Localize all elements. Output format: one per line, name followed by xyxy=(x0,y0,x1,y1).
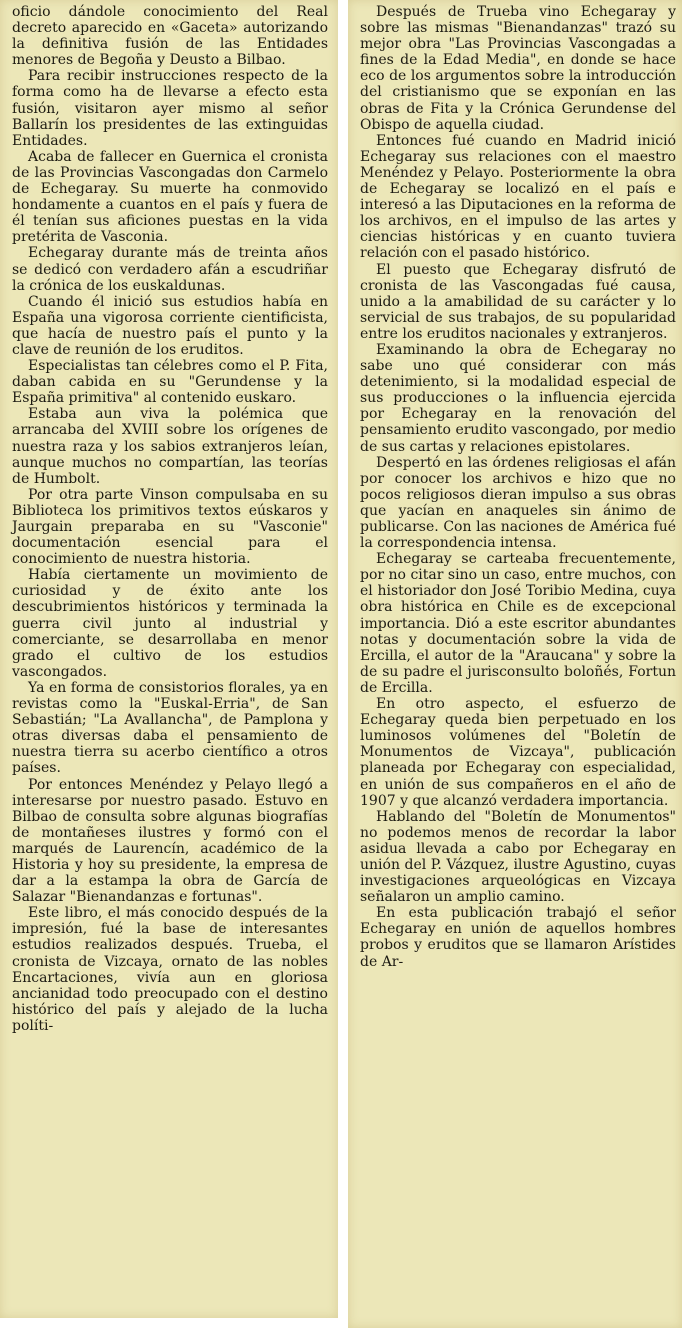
paragraph: Después de Trueba vino Echegaray y sobre las mismas "Bienandanzas" trazó su mejor obra "Las Provincias Vascongadas a fines de la Edad Media", en donde se hace eco de los argumentos sobre la introducción del cristianismo que se exponían en las obras de Fita y la Crónica Gerundense del Obispo de aquella ciudad. xyxy=(360,4,676,133)
paragraph: Para recibir instrucciones respecto de la forma como ha de llevarse a efecto esta fusión, visitaron ayer mismo al señor Ballarín los presidentes de las extinguidas Entidades. xyxy=(12,68,328,149)
paragraph: Echegaray se carteaba frecuentemente, por no citar sino un caso, entre muchos, con el historiador don José Toribio Medina, cuya obra histórica en Chile es de excepcional importancia. Dió a este escritor abundantes notas y documentación sobre la vida de Ercilla, el autor de la "Araucana" y sobre la de su padre el jurisconsulto boloñés, Fortun de Ercilla. xyxy=(360,551,676,696)
paragraph: Por otra parte Vinson compulsaba en su Biblioteca los primitivos textos eúskaros y Jaurgain preparaba en su "Vasconie" documentación esencial para el conocimiento de nuestra historia. xyxy=(12,486,328,568)
paragraph: En otro aspecto, el esfuerzo de Echegaray queda bien perpetuado en los luminosos volúmenes del "Boletín de Monumentos de Vizcaya", publicación planeada por Echegaray con especialidad, en unión de sus compañeros en el año de 1907 y que alcanzó verdadera importancia. xyxy=(360,696,676,809)
paragraph: El puesto que Echegaray disfrutó de cronista de las Vascongadas fué causa, unido a la amabilidad de su carácter y lo servicial de sus trabajos, de su popularidad entre los eruditos nacionales y extranjeros. xyxy=(360,261,676,342)
paragraph: Especialistas tan célebres como el P. Fita, daban cabida en su "Gerundense y la España primitiva" al contenido euskaro. xyxy=(12,358,328,407)
paragraph: oficio dándole conocimiento del Real decreto aparecido en «Gaceta» autorizando la definitiva fusión de las Entidades menores de Begoña y Deusto a Bilbao. xyxy=(12,4,328,69)
paragraph: Acaba de fallecer en Guernica el cronista de las Provincias Vascongadas don Carmelo de Echegaray. Su muerte ha conmovido hondamente a cuantos en el país y fuera de él tenían sus aficiones puestas en la vida pretérita de Vasconia. xyxy=(12,148,328,246)
left-column xyxy=(12,4,328,1034)
paragraph: Por entonces Menéndez y Pelayo llegó a interesarse por nuestro pasado. Estuvo en Bilbao de consulta sobre algunas biografías de montañeses ilustres y formó con el marqués de Laurencín, académico de la Historia y hoy su presidente, la empresa de dar a la estampa la obra de García de Salazar "Bienandanzas e fortunas". xyxy=(12,776,328,906)
paragraph: Entonces fué cuando en Madrid inició Echegaray sus relaciones con el maestro Menéndez y Pelayo. Posteriormente la obra de Echegaray se localizó en el país e interesó a las Diputaciones en la reforma de los archivos, en el impulso de las artes y ciencias históricas y en cuanto tuviera relación con el pasado histórico. xyxy=(360,132,676,262)
paragraph: Examinando la obra de Echegaray no sabe uno qué considerar con más detenimiento, si la modalidad especial de sus producciones o la influencia ejercida por Echegaray en la renovación del pensamiento erudito vascongado, por medio de sus cartas y relaciones epistolares. xyxy=(360,341,676,455)
right-column xyxy=(360,4,676,970)
paragraph: Estaba aun viva la polémica que arrancaba del XVIII sobre los orígenes de nuestra raza y los sabios extranjeros leían, aunque muchos no compartían, las teorías de Humbolt. xyxy=(12,406,328,487)
paragraph: Cuando él inició sus estudios había en España una vigorosa corriente cientificista, que hacía de nuestro país el punto y la clave de reunión de los eruditos. xyxy=(12,293,328,358)
paragraph: Echegaray durante más de treinta años se dedicó con verdadero afán a escudriñar la crónica de los euskaldunas. xyxy=(12,245,328,294)
paragraph: Ya en forma de consistorios florales, ya en revistas como la "Euskal-Erria", de San Sebastián; "La Avallancha", de Pamplona y otras diversas daba el pensamiento de nuestra tierra su acerbo científico a otros países. xyxy=(12,679,328,777)
paragraph: En esta publicación trabajó el señor Echegaray en unión de aquellos hombres probos y eruditos que se llamaron Arístides de Ar- xyxy=(360,905,676,970)
paragraph: Hablando del "Boletín de Monumentos" no podemos menos de recordar la labor asidua llevada a cabo por Echegaray en unión del P. Vázquez, ilustre Agustino, cuyas investigaciones arqueológicas en Vizcaya señalaron un amplio camino. xyxy=(360,808,676,906)
paragraph: Despertó en las órdenes religiosas el afán por conocer los archivos e hizo que no pocos religiosos dieran impulso a sus obras que yacían en anaqueles sin ánimo de publicarse. Con las naciones de América fué la correspondencia intensa. xyxy=(360,454,676,552)
paragraph: Había ciertamente un movimiento de curiosidad y de éxito ante los descubrimientos históricos y terminada la guerra civil junto al industrial y comerciante, se desarrollaba en menor grado el cultivo de los estudios vascongados. xyxy=(12,567,328,680)
paragraph: Este libro, el más conocido después de la impresión, fué la base de interesantes estudios realizados después. Trueba, el cronista de Vizcaya, ornato de las nobles Encartaciones, vivía aun en gloriosa ancianidad todo preocupado con el destino histórico del país y alejado de la lucha políti- xyxy=(12,905,328,1034)
